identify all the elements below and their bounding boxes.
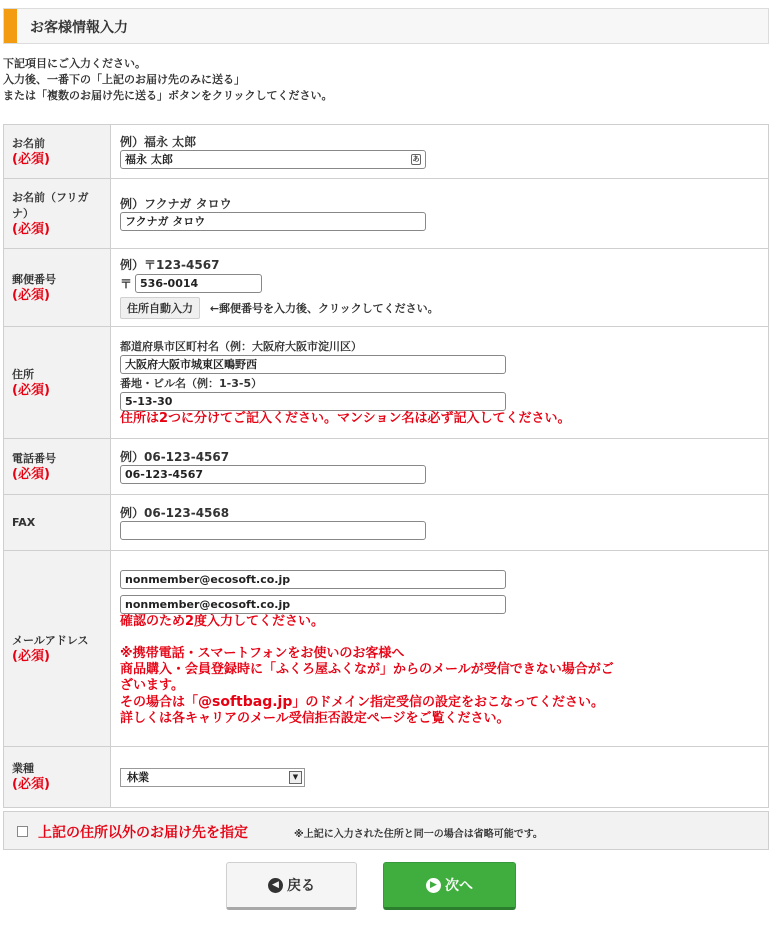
required-mark: (必須) — [12, 287, 50, 303]
required-mark: (必須) — [12, 777, 50, 792]
fax-input[interactable] — [120, 521, 426, 540]
label-kana-2: ナ） — [12, 206, 34, 220]
field-cell-fax — [111, 495, 769, 551]
header-accent-bar — [4, 9, 17, 43]
alt-delivery-row — [3, 811, 769, 850]
auto-fill-group — [120, 297, 768, 319]
email-notice-4-b: 」のドメイン指定受信の設定をおこなってください。 — [292, 695, 605, 710]
page-title: お客様情報入力 — [30, 20, 128, 36]
label-name: お名前 — [12, 136, 45, 150]
alt-delivery-note: ※上記に入力された住所と同一の場合は省略可能です。 — [294, 829, 543, 840]
row-name — [4, 125, 769, 179]
input-method-icon[interactable]: あ — [412, 155, 420, 163]
intro-line-3: または「複数のお届け先に送る」ボタンをクリックしてください。 — [3, 89, 333, 102]
email-notice-3: ざいます。 — [120, 678, 184, 693]
zip-input-group — [120, 274, 768, 293]
industry-select[interactable] — [120, 768, 305, 787]
intro-line-1: 下記項目にご入力ください。 — [3, 57, 146, 70]
example-name: 例）福永 太郎 — [120, 135, 197, 149]
example-phone: 例）06-123-4567 — [120, 450, 230, 464]
required-mark: (必須) — [12, 466, 50, 482]
label-cell-fax — [4, 495, 111, 551]
email-confirm-input[interactable]: nonmember@ecosoft.co.jp — [120, 595, 506, 614]
customer-form — [3, 124, 769, 808]
label-fax: FAX — [12, 515, 36, 529]
next-button[interactable] — [383, 862, 516, 910]
label-cell-kana — [4, 179, 111, 249]
example-fax: 例）06-123-4568 — [120, 506, 230, 520]
email-confirm-note: 確認のため2度入力してください。 — [120, 614, 325, 629]
label-address: 住所 — [12, 367, 34, 381]
address-input-2[interactable]: 5-13-30 — [120, 392, 506, 411]
required-mark: (必須) — [12, 382, 50, 398]
industry-selected-value: 林業 — [127, 770, 149, 784]
email-notice-2: 商品購入・会員登録時に「ふくろ屋ふくなが」からのメールが受信できない場合がご — [120, 662, 614, 677]
email-domain: @softbag.jp — [198, 694, 293, 710]
intro-text — [3, 56, 333, 104]
field-cell-industry — [111, 747, 769, 808]
row-fax — [4, 495, 769, 551]
label-cell-address — [4, 327, 111, 439]
field-cell-email — [111, 551, 769, 747]
email-notice-1: ※携帯電話・スマートフォンをお使いのお客様へ — [120, 646, 405, 661]
alt-delivery-label[interactable]: 上記の住所以外のお届け先を指定 — [38, 825, 248, 841]
name-input[interactable] — [120, 150, 426, 169]
required-mark: (必須) — [12, 648, 50, 664]
email-notice-4-a: その場合は「 — [120, 695, 199, 710]
alt-delivery-checkbox[interactable] — [17, 826, 28, 837]
address-sub-label-1: 都道府県市区町村名（例：大阪府大阪市淀川区） — [120, 339, 362, 353]
name-input-value: 福永 太郎 — [125, 153, 173, 166]
address-note: 住所は2つに分けてご記入ください。マンション名は必ず記入してください。 — [120, 410, 571, 426]
zip-input[interactable]: 536-0014 — [135, 274, 262, 293]
field-cell-address — [111, 327, 769, 439]
label-cell-zip — [4, 249, 111, 327]
label-industry: 業種 — [12, 762, 34, 775]
email-notice-5: 詳しくは各キャリアのメール受信拒否設定ページをご覧ください。 — [120, 711, 510, 726]
row-kana — [4, 179, 769, 249]
example-kana: 例）フクナガ タロウ — [120, 197, 232, 211]
phone-input[interactable]: 06-123-4567 — [120, 465, 426, 484]
intro-line-2: 入力後、一番下の「上記のお届け先のみに送る」 — [3, 73, 245, 86]
field-cell-zip — [111, 249, 769, 327]
row-address — [4, 327, 769, 439]
auto-address-button[interactable]: 住所自動入力 — [120, 297, 200, 319]
label-cell-name — [4, 125, 111, 179]
example-zip: 例）〒123-4567 — [120, 257, 220, 272]
section-header — [3, 8, 769, 44]
label-cell-industry — [4, 747, 111, 808]
address-input-1[interactable]: 大阪府大阪市城東区鴫野西 — [120, 355, 506, 374]
field-cell-name — [111, 125, 769, 179]
back-button-label: 戻る — [287, 878, 315, 894]
postal-mark-icon: 〒 — [120, 276, 133, 291]
row-industry — [4, 747, 769, 808]
label-email: メールアドレス — [12, 633, 89, 647]
dropdown-arrow-icon[interactable]: ▼ — [289, 771, 302, 784]
circle-chevron-left-icon: ◀ — [268, 878, 283, 893]
circle-chevron-right-icon: ▶ — [426, 878, 441, 893]
next-button-label: 次へ — [445, 878, 473, 894]
label-cell-email — [4, 551, 111, 747]
required-mark: (必須) — [12, 221, 50, 237]
kana-input[interactable]: フクナガ タロウ — [120, 212, 426, 231]
field-cell-phone — [111, 439, 769, 495]
row-email — [4, 551, 769, 747]
label-zip: 郵便番号 — [12, 272, 56, 286]
required-mark: (必須) — [12, 151, 50, 167]
auto-address-note: ←郵便番号を入力後、クリックしてください。 — [209, 301, 439, 315]
row-zip — [4, 249, 769, 327]
row-phone — [4, 439, 769, 495]
email-input[interactable]: nonmember@ecosoft.co.jp — [120, 570, 506, 589]
label-kana-1: お名前（フリガ — [12, 190, 89, 204]
back-button[interactable] — [226, 862, 357, 910]
label-phone: 電話番号 — [12, 451, 56, 465]
label-cell-phone — [4, 439, 111, 495]
field-cell-kana — [111, 179, 769, 249]
email-notice-4 — [120, 694, 768, 711]
address-sub-label-2: 番地・ビル名（例：1-3-5） — [120, 376, 263, 390]
